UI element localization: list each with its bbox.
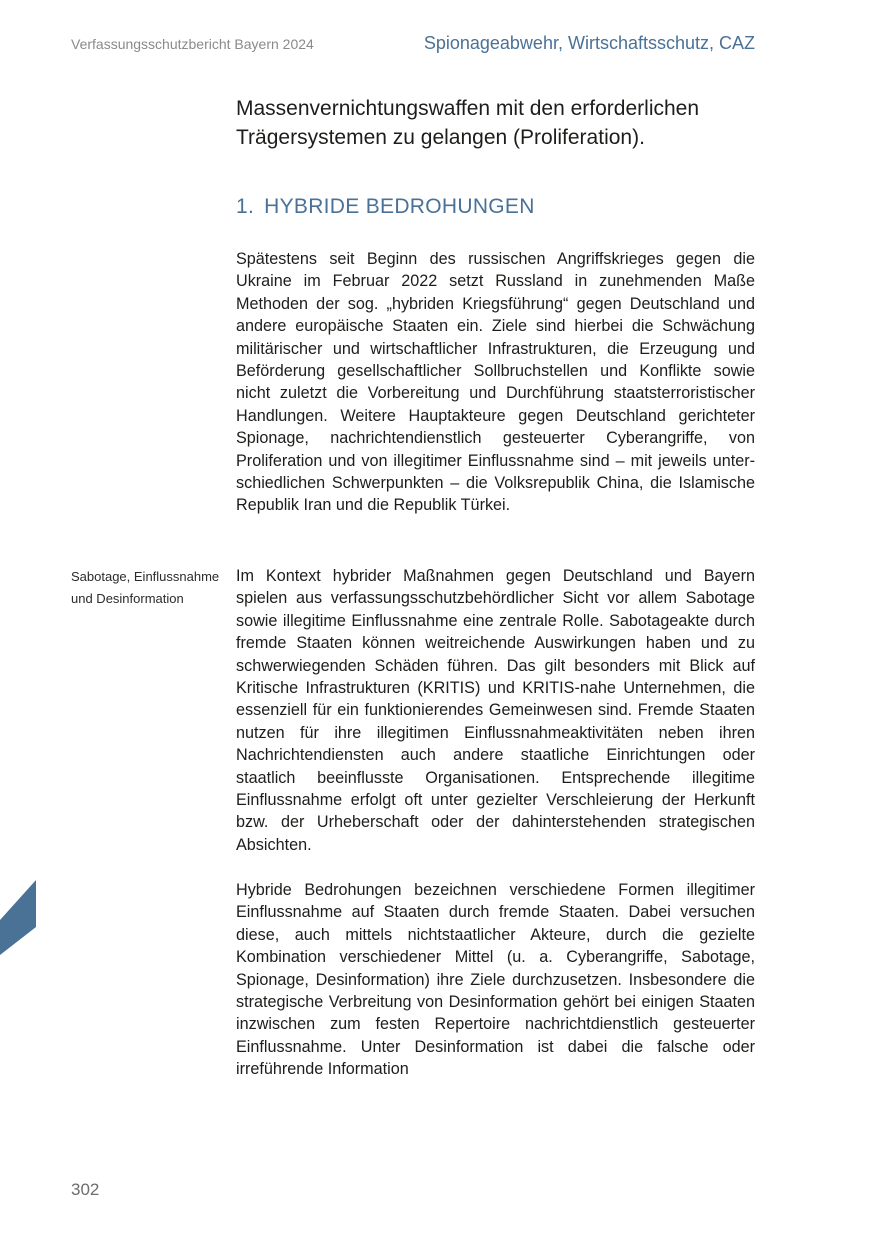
section-title: HYBRIDE BEDROHUNGEN: [264, 195, 535, 218]
side-tab-marker: [0, 880, 36, 955]
body-paragraph: Im Kontext hybrider Maßnahmen gegen Deutschland und Bayern spielen aus verfassungsschutzbehördlicher Sicht vor allem Sabotage sowie illegitime Einflussnahme eine zentrale Rolle. Sabotageakte durch fremde Staaten können weitreichende Auswirkungen haben und zu schwerwiegenden Schäden führen. Das gilt besonders mit Blick auf Kritische Infrastrukturen (KRITIS) und KRITIS-nahe Unternehmen, die essenziell für ein funktionierendes Gemeinwesen sind. Fremde Staaten nutzen für ihre illegitimen Einflussnahmeaktivitäten neben ihren Nachrichtendiensten auch andere staatliche Einrichtungen oder staatlich beeinflusste Organisationen. Entsprechende illegitime Einflussnahme erfolgt oft unter gezielter Verschleierung der Herkunft bzw. der Urheberschaft oder der dahinterstehenden strategischen Absichten.: [236, 567, 755, 854]
running-header-publication: Verfassungsschutzbericht Bayern 2024: [71, 36, 314, 52]
section-heading: [236, 195, 756, 219]
page-number: 302: [71, 1180, 100, 1199]
section-number: 1.: [236, 195, 255, 218]
running-header-chapter: Spionageabwehr, Wirtschaftsschutz, CAZ: [423, 33, 755, 53]
intro-text: Massenvernichtungswaffen mit den erforderlichen Trägersystemen zu gelangen (Proliferation).: [236, 97, 700, 149]
margin-note: Sabotage, Einflussnahme und Desinformation: [71, 569, 220, 606]
body-paragraph: Hybride Bedrohungen bezeichnen verschiedene Formen illegitimer Einflussnahme auf Staaten durch fremde Staaten. Dabei versuchen diese, auch mittels nichtstaatlicher Akteure, durch die gezielte Kombination verschiedener Mittel (u. a. Cyberangriffe, Sabotage, Spionage, Desinformation) ihre Ziele durchzusetzen. Insbesondere die strategische Verbreitung von Desinformation gehört bei einigen Staaten inzwischen zum festen Repertoire nachrichtdienstlich gesteuerter Einflussnahme. Unter Desinformation ist dabei die falsche oder irreführende Information: [236, 881, 755, 1079]
body-paragraph: Spätestens seit Beginn des russischen Angriffskrieges gegen die Ukraine im Februar 2022 setzt Russland in zunehmenden Maße Methoden der sog. „hybriden Kriegsführung“ gegen Deutschland und andere europäische Staaten ein. Ziele sind hierbei die Schwächung militärischer und wirtschaftlicher Infrastrukturen, die Erzeugung und Beförderung gesellschaftlicher Sollbruchstellen und Konflikte sowie nicht zuletzt die Vorbereitung und Durchführung staatsterroristischer Handlungen. Weitere Hauptakteure gegen Deutschland gerichteter Spionage, nachrichtendienstlich gesteuerter Cyberangriffe, von Proliferation und von illegitimer Einflussnahme sind – mit jeweils unterschiedlichen Schwerpunkten – die Volksrepublik China, die Islamische Republik Iran und die Republik Türkei.: [236, 250, 755, 515]
side-tab-shape: [0, 880, 36, 955]
